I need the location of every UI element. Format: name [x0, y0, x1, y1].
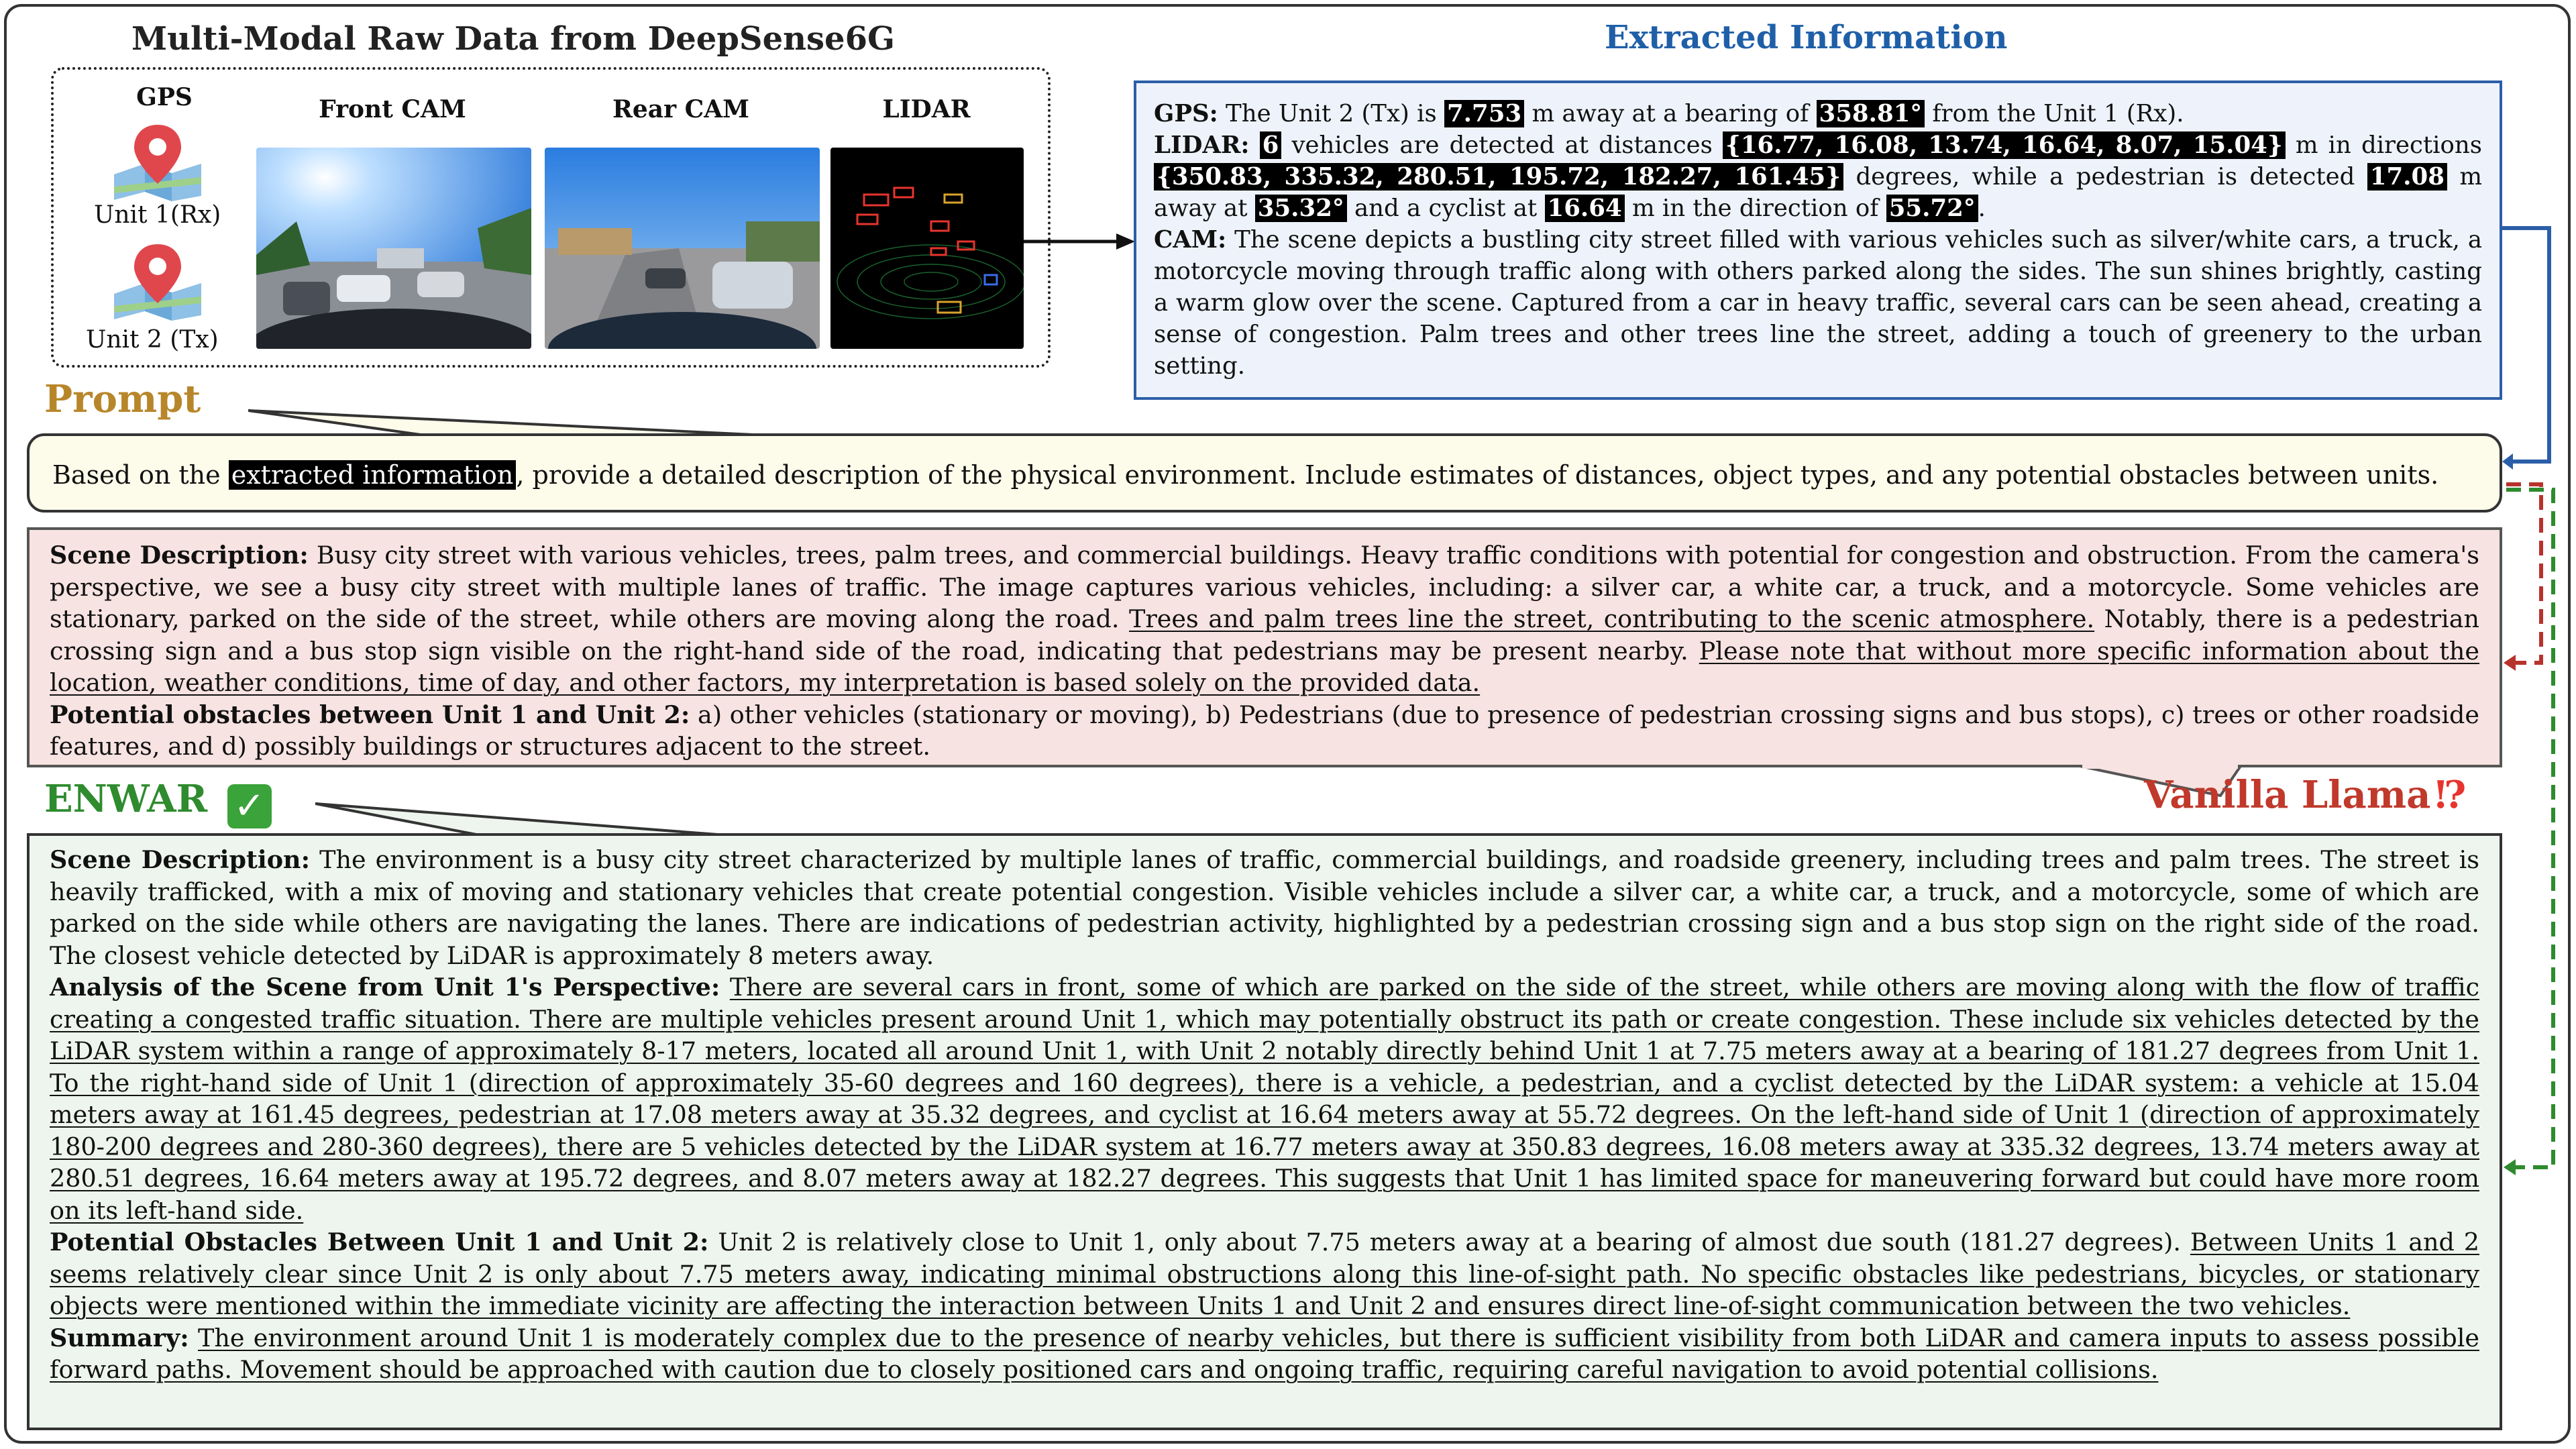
- text: The environment around Unit 1 is moderately complex due to the presence of nearby vehicles, but there is sufficient visibility from both LiDAR and camera inputs to assess possible forward paths. Movement should be approached with caution due to closely positioned cars and ongoing traffic, requiring careful navigation to avoid potential collisions.: [50, 1323, 2479, 1384]
- enwar-title: [44, 777, 272, 828]
- text: .: [1978, 195, 1986, 222]
- text: a) other vehicles (stationary or moving), b) Pedestrians (due to presence of pedestrian crossing signs and bus stops), c) trees or other roadside features, and d) possibly buildings or structures adjacent to the street.: [50, 700, 2479, 761]
- lidar-label: LIDAR: [882, 95, 971, 123]
- prompt-box: [27, 433, 2502, 513]
- text: Please note that without more specific information about the location, weather conditions, time of day, and other factors, my interpretation is based solely on the provided data.: [50, 636, 2480, 697]
- prompt-title: Prompt: [44, 377, 201, 421]
- lidar-directions: {350.83, 335.32, 280.51, 195.72, 182.27, 161.45}: [1154, 163, 1843, 191]
- text: m in the direction of: [1624, 195, 1886, 222]
- text: The Unit 2 (Tx) is: [1218, 100, 1444, 127]
- llama-obstacles: [50, 699, 2479, 763]
- llama-label: Vanilla Llama: [2144, 773, 2431, 817]
- text: Based on the: [52, 460, 229, 490]
- gps-bearing: 358.81°: [1817, 100, 1925, 127]
- arrow-to-extracted: [1024, 228, 1138, 255]
- text: m away at a bearing of: [1524, 100, 1817, 127]
- pedestrian-direction: 35.32°: [1255, 195, 1347, 222]
- llama-scene: [50, 539, 2479, 699]
- text: from the Unit 1 (Rx).: [1925, 100, 2184, 127]
- rear-cam-image: [545, 148, 820, 349]
- cyclist-direction: 55.72°: [1886, 195, 1978, 222]
- text: , provide a detailed description of the physical environment. Include estimates of distances, object types, and any potential obstacles between units.: [516, 460, 2439, 490]
- llama-scene-key: Scene Description:: [50, 541, 309, 570]
- text: Unit 2 is relatively close to Unit 1, only about 7.75 meters away at a bearing of almost due south (181.27 degrees).: [708, 1228, 2190, 1256]
- cyclist-distance: 16.64: [1545, 195, 1625, 222]
- vanilla-llama-response: [27, 527, 2502, 767]
- rear-cam-label: Rear CAM: [612, 95, 750, 123]
- raw-data-title: Multi-Modal Raw Data from DeepSense6G: [131, 20, 895, 58]
- llama-title: [2144, 773, 2467, 817]
- gps-distance: 7.753: [1444, 100, 1524, 127]
- extracted-info-box: [1134, 80, 2502, 400]
- pedestrian-distance: 17.08: [2367, 163, 2447, 191]
- text: Trees and palm trees line the street, contributing to the scenic atmosphere.: [1129, 604, 2095, 633]
- front-cam-image: [256, 148, 531, 349]
- gps-label: GPS: [136, 83, 193, 111]
- map-pin-icon: [107, 241, 208, 322]
- text: There are several cars in front, some of which are parked on the side of the street, while others are moving along with the flow of traffic creating a congested traffic situation. There are multiple vehicles present around Unit 1, which may potentially obstruct its path or create congestion. These include six vehicles detected by the LiDAR system within a range of approximately 8-17 meters, located all around Unit 1, with Unit 2 notably directly behind Unit 1 at 7.75 meters away at a bearing of 181.27 degrees from Unit 1. To the right-hand side of Unit 1 (direction of approximately 35-60 degrees and 160 degrees), there is a vehicle, a pedestrian, and a cyclist detected by the LiDAR system: a vehicle at 15.04 meters away at 161.45 degrees, pedestrian at 17.08 meters away at 35.32 degrees, and cyclist at 16.64 meters away at 55.72 degrees. On the left-hand side of Unit 1 (direction of approximately 180-200 degrees and 280-360 degrees), there are 5 vehicles detected by the LiDAR system at 16.77 meters away at 350.83 degrees, 16.08 meters away at 335.32 degrees, 13.74 meters away at 280.51 degrees, 16.64 meters away at 195.72 degrees, and 8.07 meters away at 182.27 degrees. This suggests that Unit 1 has limited space for maneuvering forward but could have more room on its left-hand side.: [50, 973, 2480, 1225]
- enwar-summary: [50, 1322, 2479, 1386]
- text: degrees, while a pedestrian is detected: [1843, 163, 2367, 191]
- text: Busy city street with various vehicles, trees, palm trees, and commercial buildings. Heavy traffic conditions with potential for congestion and obstruction. From the camera's perspective, we see a busy city street with multiple lanes of traffic. The image captures various vehicles, including: a silver car, a white car, a truck, and a motorcycle. Some vehicles are stationary, parked on the side of the street, while others are moving along the road.: [50, 541, 2479, 633]
- cam-key: CAM:: [1154, 226, 1227, 254]
- lidar-key: LIDAR:: [1154, 131, 1250, 159]
- llama-obstacles-key: Potential obstacles between Unit 1 and Unit 2:: [50, 700, 690, 729]
- enwar-scene: [50, 844, 2479, 971]
- gps-key: GPS:: [1154, 100, 1218, 127]
- text: vehicles are detected at distances: [1281, 131, 1723, 159]
- unit1-label: Unit 1(Rx): [94, 201, 221, 229]
- unit2-label: Unit 2 (Tx): [86, 326, 219, 354]
- arrow-extracted-to-prompt: [2502, 215, 2563, 483]
- text: and a cyclist at: [1346, 195, 1545, 222]
- arrows-prompt-to-responses: [2502, 470, 2563, 1194]
- extracted-gps-line: [1154, 98, 2482, 129]
- enwar-analysis: [50, 971, 2479, 1226]
- text: m away at: [1154, 163, 2482, 222]
- text: Between Units 1 and 2 seems relatively clear since Unit 2 is only about 7.75 meters away, indicating minimal obstructions along this line-of-sight path. No specific obstacles like pedestrians, bicycles, or stationary objects were mentioned within the immediate vicinity are affecting the interaction between Units 1 and Unit 2 and ensures direct line-of-sight communication between the two vehicles.: [50, 1228, 2480, 1320]
- exclamation-question-icon: ⁉: [2434, 773, 2467, 817]
- front-cam-label: Front CAM: [319, 95, 466, 123]
- enwar-obstacles-key: Potential Obstacles Between Unit 1 and Unit 2:: [50, 1228, 709, 1256]
- lidar-count: 6: [1260, 131, 1282, 159]
- text: Notably, there is a pedestrian crossing sign and a bus stop sign visible on the right-hand side of the road, indicating that pedestrians may be present nearby.: [50, 604, 2479, 665]
- enwar-analysis-key: Analysis of the Scene from Unit 1's Perspective:: [50, 973, 720, 1002]
- text: The environment is a busy city street characterized by multiple lanes of traffic, commercial buildings, and roadside greenery, including trees and palm trees. The street is heavily trafficked, with a mix of moving and stationary vehicles that create potential congestion. Visible vehicles include a silver car, a white car, a truck, and a motorcycle, some of which are parked on the side while others are navigating the lanes. There are indications of pedestrian activity, highlighted by a pedestrian crossing sign and a bus stop sign on the right side of the road. The closest vehicle detected by LiDAR is approximately 8 meters away.: [50, 845, 2479, 970]
- extracted-title: Extracted Information: [1605, 19, 2008, 56]
- extracted-lidar-line: [1154, 129, 2482, 224]
- enwar-scene-key: Scene Description:: [50, 845, 311, 874]
- cam-text: The scene depicts a bustling city street filled with various vehicles such as silver/white cars, a truck, a motorcycle moving through traffic along with others parked along the sides. The sun shines brightly, casting a warm glow over the scene. Captured from a car in heavy traffic, several cars can be seen ahead, creating a sense of congestion. Palm trees and other trees line the street, adding a touch of greenery to the urban setting.: [1154, 226, 2482, 380]
- prompt-highlight: extracted information: [229, 460, 517, 490]
- enwar-response: [27, 833, 2502, 1430]
- text: m in directions: [2285, 131, 2482, 159]
- map-pin-icon: [107, 122, 208, 203]
- enwar-label: ENWAR: [44, 777, 208, 821]
- lidar-image: [830, 148, 1024, 349]
- extracted-cam-line: [1154, 224, 2482, 382]
- enwar-obstacles: [50, 1226, 2479, 1322]
- enwar-callout-pointer: [315, 802, 731, 837]
- lidar-distances: {16.77, 16.08, 13.74, 16.64, 8.07, 15.04}: [1723, 131, 2286, 159]
- enwar-summary-key: Summary:: [50, 1323, 189, 1352]
- check-icon: ✓: [227, 784, 272, 828]
